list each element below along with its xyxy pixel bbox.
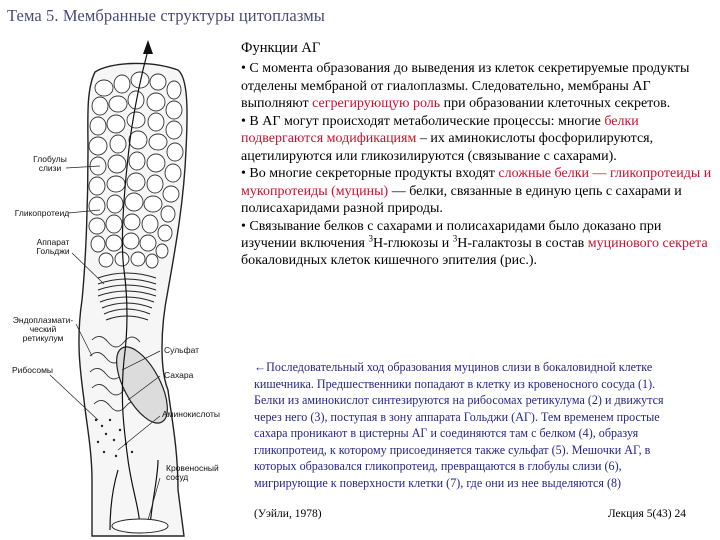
slide-title: Тема 5. Мембранные структуры цитоплазмы xyxy=(7,6,325,25)
p1-highlight: сегрегирующую роль xyxy=(312,96,441,112)
p2-highlight: белки подвергаются модификациям xyxy=(241,113,639,147)
caption-source: (Уэйли, 1978) xyxy=(254,508,322,520)
p3-text-b: — белки, связанные в единую цепь с сахарами и полисахаридами разной природы. xyxy=(241,183,682,217)
label-ribosomes: Рибосомы xyxy=(12,365,54,375)
paragraph-2 xyxy=(241,113,716,165)
label-blood-vessel: Кровеносный сосуд xyxy=(166,463,219,482)
label-mucus-globules: Глобулы слизи xyxy=(33,154,67,173)
paragraph-1 xyxy=(241,60,716,112)
exit-arrowhead xyxy=(143,40,153,54)
p4-text-c: Н-галактозы в состав xyxy=(457,235,588,251)
p4-text-d: бокаловидных клеток кишечного эпителия (рис.). xyxy=(241,253,538,269)
goblet-cell-diagram xyxy=(0,40,240,540)
label-sugars: Сахара xyxy=(164,370,194,380)
paragraph-3 xyxy=(241,165,716,217)
p1-text-b: при образовании клеточных секретов. xyxy=(440,96,671,112)
p4-text-b: Н-глюкозы и xyxy=(372,235,453,251)
label-amino-acids: Аминокислоты xyxy=(162,409,220,419)
label-glycoprotein: Гликопротеид xyxy=(14,208,70,218)
p1-text-a: • С момента образования до выведения из клеток секретируемые продукты отделены мембраной от гиалоплазмы. Следовательно, мембраны АГ выполняют xyxy=(241,61,690,112)
label-golgi: Аппарат Гольджи xyxy=(36,237,70,256)
figure-caption: ←Последовательный ход образования муцинов слизи в бокаловидной клетке кишечника. Предшественники попадают в клетку из кровеносного сосуда (1). Белки из аминокислот синтезируются на рибосомах ретикулума (2) и движутся через него (3), поступая в зону аппарата Гольджи (АГ). Тем временем простые сахара проникают в цистерны АГ и соединяются там с белком (4), образуя гликопротеид, к которому присоединяется также сульфат (5). Мешочки АГ, в которых образовался гликопротеид, превращаются в глобулы слизи (6), мигрирующие к поверхности клетки (7), где они из нее выделяются (8) xyxy=(254,360,664,490)
label-er: Эндоплазмати-ческий ретикулум xyxy=(12,315,74,343)
lecture-number: Лекция 5(43) 24 xyxy=(607,508,686,520)
section-heading: Функции АГ xyxy=(241,40,321,56)
blood-vessel xyxy=(112,519,168,533)
p3-text-a: • Во многие секреторные продукты входят xyxy=(241,166,499,182)
p3-highlight: сложные белки — гликопротеиды и мукопротеиды (муцины) xyxy=(241,166,712,199)
p4-sup-2: 3 xyxy=(452,233,458,244)
label-sulfate: Сульфат xyxy=(164,345,200,355)
paragraph-4 xyxy=(241,218,716,270)
p4-sup-1: 3 xyxy=(368,233,373,244)
p4-highlight: муцинового секрета xyxy=(587,235,708,251)
p2-text-a: • В АГ могут происходят метаболические процессы: многие xyxy=(241,113,605,129)
p2-text-b: – их аминокислоты фосфорилируются, ацетилируются или гликозилируются (связывание с сахарами). xyxy=(241,131,654,164)
p4-text-a: • Связывание белков с сахарами и полисахаридами было доказано при изучении включения xyxy=(241,218,662,251)
content-text xyxy=(241,40,716,270)
